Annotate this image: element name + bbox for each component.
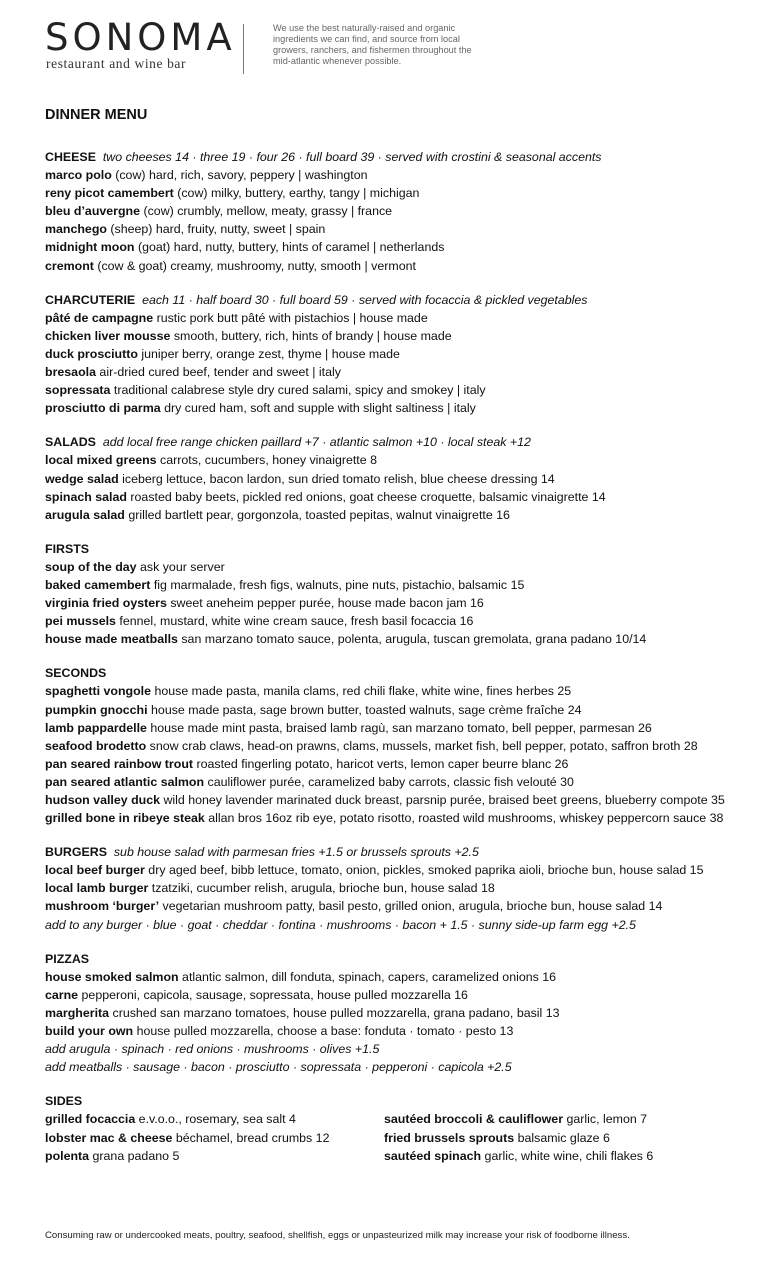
menu-item xyxy=(45,327,745,345)
item-desc: (goat) hard, nutty, buttery, hints of caramel | netherlands xyxy=(137,240,445,255)
item-name: virginia fried oysters xyxy=(45,596,167,611)
item-desc: (sheep) hard, fruity, nutty, sweet | spain xyxy=(110,222,326,237)
item-desc: pepperoni, capicola, sausage, sopressata, house pulled mozzarella 16 xyxy=(81,987,468,1002)
menu-item xyxy=(45,612,745,630)
item-name: sautéed spinach xyxy=(384,1148,482,1163)
item-name: sautéed broccoli & cauliflower xyxy=(384,1112,564,1127)
menu-item xyxy=(45,755,745,773)
menu-item xyxy=(45,202,745,220)
item-name: prosciutto di parma xyxy=(45,401,161,416)
item-desc: fennel, mustard, white wine cream sauce, fresh basil focaccia 16 xyxy=(119,614,474,629)
item-name: soup of the day xyxy=(45,559,137,574)
restaurant-header xyxy=(45,18,485,74)
item-name: bresaola xyxy=(45,365,96,380)
item-desc: house made pasta, sage brown butter, toasted walnuts, sage crème fraîche 24 xyxy=(151,702,582,717)
item-desc: (cow) hard, rich, savory, peppery | washington xyxy=(115,168,368,183)
item-name: local mixed greens xyxy=(45,453,157,468)
menu-item xyxy=(45,166,745,184)
menu-item xyxy=(45,1022,745,1040)
item-desc: (cow) crumbly, mellow, meaty, grassy | france xyxy=(143,204,393,219)
item-name: pan seared atlantic salmon xyxy=(45,774,205,789)
sides-grid xyxy=(45,1110,745,1164)
item-desc: dry cured ham, soft and supple with slight saltiness | italy xyxy=(164,401,476,416)
item-desc: crushed san marzano tomatoes, house pulled mozzarella, grana padano, basil 13 xyxy=(112,1005,560,1020)
item-desc: dry aged beef, bibb lettuce, tomato, onion, pickles, smoked paprika aioli, brioche bun, house salad 15 xyxy=(148,863,704,878)
item-name: sopressata xyxy=(45,383,111,398)
section-firsts xyxy=(45,540,745,649)
food-safety-disclaimer: Consuming raw or undercooked meats, poultry, seafood, shellfish, eggs or unpasteurized milk may increase your risk of foodborne illness. xyxy=(45,1230,630,1241)
menu-item xyxy=(45,309,745,327)
section-charcuterie xyxy=(45,291,745,418)
item-name: reny picot camembert xyxy=(45,186,174,201)
menu-item xyxy=(45,506,745,524)
item-desc: traditional calabrese style dry cured salami, spicy and smokey | italy xyxy=(113,383,486,398)
item-desc: carrots, cucumbers, honey vinaigrette 8 xyxy=(160,453,377,468)
item-name: seafood brodetto xyxy=(45,738,147,753)
menu-item xyxy=(45,737,745,755)
menu-item xyxy=(45,257,745,275)
item-desc: air-dried cured beef, tender and sweet | italy xyxy=(99,365,341,380)
menu-item xyxy=(45,682,745,700)
section-note: each 11 · half board 30 · full board 59 · served with focaccia & pickled vegetables xyxy=(142,292,588,307)
item-desc: allan bros 16oz rib eye, potato risotto, roasted wild mushrooms, whiskey peppercorn sauce 38 xyxy=(208,811,724,826)
menu-item xyxy=(384,1110,744,1128)
menu-item xyxy=(45,1129,384,1147)
section-heading xyxy=(45,843,745,861)
section-heading xyxy=(45,433,745,451)
section-cheese xyxy=(45,148,745,275)
item-name: grilled bone in ribeye steak xyxy=(45,811,205,826)
section-title: SALADS xyxy=(45,435,96,450)
burger-addons: add to any burger · blue · goat · cheddar · fontina · mushrooms · bacon + 1.5 · sunny side-up farm egg +2.5 xyxy=(45,917,636,932)
item-desc: cauliflower purée, caramelized baby carrots, classic fish velouté 30 xyxy=(207,774,574,789)
menu-item xyxy=(45,363,745,381)
menu-item xyxy=(45,594,745,612)
item-desc: rustic pork butt pâté with pistachios | house made xyxy=(156,310,428,325)
item-name: cremont xyxy=(45,258,94,273)
item-name: duck prosciutto xyxy=(45,346,138,361)
item-desc: juniper berry, orange zest, thyme | house made xyxy=(141,346,400,361)
item-name: carne xyxy=(45,987,79,1002)
section-pizzas xyxy=(45,950,745,1077)
section-title: BURGERS xyxy=(45,845,107,860)
menu-item xyxy=(45,879,745,897)
item-desc: house pulled mozzarella, choose a base: fonduta · tomato · pesto 13 xyxy=(136,1024,514,1039)
item-desc: vegetarian mushroom patty, basil pesto, grilled onion, arugula, brioche bun, house salad 14 xyxy=(162,899,663,914)
item-name: midnight moon xyxy=(45,240,135,255)
section-burgers xyxy=(45,843,745,933)
menu-item xyxy=(45,1147,384,1165)
item-desc: grana padano 5 xyxy=(92,1148,180,1163)
item-desc: (cow & goat) creamy, mushroomy, nutty, smooth | vermont xyxy=(97,258,416,273)
pizza-addons: add meatballs · sausage · bacon · prosciutto · sopressata · pepperoni · capicola +2.5 xyxy=(45,1060,512,1075)
item-name: lobster mac & cheese xyxy=(45,1130,173,1145)
menu-body xyxy=(45,148,745,1181)
menu-item xyxy=(45,558,745,576)
item-name: fried brussels sprouts xyxy=(384,1130,515,1145)
section-note: sub house salad with parmesan fries +1.5 or brussels sprouts +2.5 xyxy=(113,845,479,860)
section-heading xyxy=(45,664,745,682)
item-name: hudson valley duck xyxy=(45,793,160,807)
menu-item xyxy=(45,630,745,648)
menu-item xyxy=(45,381,745,399)
menu-item xyxy=(45,986,745,1004)
item-name: build your own xyxy=(45,1024,134,1039)
section-heading xyxy=(45,1092,745,1110)
section-heading xyxy=(45,950,745,968)
menu-item xyxy=(45,184,745,202)
item-desc: tzatziki, cucumber relish, arugula, brioche bun, house salad 18 xyxy=(151,881,495,896)
section-sides xyxy=(45,1092,745,1164)
item-desc: sweet aneheim pepper purée, house made bacon jam 16 xyxy=(170,596,484,611)
menu-item xyxy=(45,488,745,506)
item-desc: atlantic salmon, dill fonduta, spinach, capers, caramelized onions 16 xyxy=(182,969,557,984)
item-name: polenta xyxy=(45,1148,90,1163)
section-title: CHEESE xyxy=(45,150,96,164)
section-title: CHARCUTERIE xyxy=(45,292,136,307)
item-desc: fig marmalade, fresh figs, walnuts, pine nuts, pistachio, balsamic 15 xyxy=(153,577,525,592)
item-desc: roasted baby beets, pickled red onions, goat cheese croquette, balsamic vinaigrette 14 xyxy=(130,489,606,504)
menu-item xyxy=(384,1129,744,1147)
logo-wordmark: SONOMA xyxy=(45,16,236,59)
item-name: mushroom ‘burger’ xyxy=(45,899,160,914)
item-name: marco polo xyxy=(45,168,112,183)
menu-item xyxy=(45,968,745,986)
section-heading xyxy=(45,540,745,558)
menu-item xyxy=(45,399,745,417)
item-desc: house made pasta, manila clams, red chili flake, white wine, fines herbes 25 xyxy=(154,684,572,699)
menu-item xyxy=(45,809,745,827)
item-name: house smoked salmon xyxy=(45,969,179,984)
sourcing-tagline: We use the best naturally-raised and organic ingredients we can find, and source from local growers, ranchers, and fishermen throughout the mid-atlantic whenever possible. xyxy=(273,23,472,66)
item-desc: wild honey lavender marinated duck breast, parsnip purée, braised beet greens, blueberry compote 35 xyxy=(163,793,725,807)
item-name: chicken liver mousse xyxy=(45,328,171,343)
item-name: wedge salad xyxy=(45,471,119,486)
item-desc: e.v.o.o., rosemary, sea salt 4 xyxy=(138,1112,296,1127)
item-desc: iceberg lettuce, bacon lardon, sun dried tomato relish, blue cheese dressing 14 xyxy=(122,471,555,486)
item-name: pan seared rainbow trout xyxy=(45,756,194,771)
menu-item xyxy=(45,791,745,809)
item-desc: snow crab claws, head-on prawns, clams, mussels, market fish, bell pepper, potato, saffron broth 28 xyxy=(149,738,698,753)
item-desc: béchamel, bread crumbs 12 xyxy=(175,1130,330,1145)
item-name: grilled focaccia xyxy=(45,1112,136,1127)
item-name: pei mussels xyxy=(45,614,116,629)
menu-item xyxy=(45,861,745,879)
item-desc: smooth, buttery, rich, hints of brandy | house made xyxy=(173,328,452,343)
item-desc: roasted fingerling potato, haricot verts, lemon caper beurre blanc 26 xyxy=(196,756,569,771)
menu-item xyxy=(45,1004,745,1022)
item-name: house made meatballs xyxy=(45,632,178,647)
menu-item xyxy=(45,1110,384,1128)
item-name: margherita xyxy=(45,1005,110,1020)
item-desc: garlic, lemon 7 xyxy=(566,1112,648,1127)
item-desc: (cow) milky, buttery, earthy, tangy | michigan xyxy=(177,186,420,201)
section-title: SECONDS xyxy=(45,666,107,681)
logo-subtitle: restaurant and wine bar xyxy=(46,56,187,71)
section-note: two cheeses 14 · three 19 · four 26 · full board 39 · served with crostini & seasonal accents xyxy=(102,150,602,164)
menu-item xyxy=(45,220,745,238)
section-title: FIRSTS xyxy=(45,541,90,556)
page-title: DINNER MENU xyxy=(45,107,148,123)
section-heading xyxy=(45,291,745,309)
item-name: pumpkin gnocchi xyxy=(45,702,148,717)
section-salads xyxy=(45,433,745,523)
item-name: arugula salad xyxy=(45,507,125,522)
item-name: local beef burger xyxy=(45,863,145,878)
section-title: SIDES xyxy=(45,1094,83,1109)
menu-item xyxy=(45,238,745,256)
item-desc: house made mint pasta, braised lamb ragù, san marzano tomato, bell pepper, parmesan 26 xyxy=(150,720,652,735)
section-heading xyxy=(45,148,745,166)
item-name: spinach salad xyxy=(45,489,127,504)
menu-item xyxy=(45,719,745,737)
menu-item xyxy=(45,701,745,719)
item-desc: ask your server xyxy=(140,559,225,574)
item-name: lamb pappardelle xyxy=(45,720,147,735)
section-seconds xyxy=(45,664,745,827)
section-note: add local free range chicken paillard +7 · atlantic salmon +10 · local steak +12 xyxy=(102,435,531,450)
item-name: spaghetti vongole xyxy=(45,684,152,699)
item-name: local lamb burger xyxy=(45,881,149,896)
item-name: bleu d’auvergne xyxy=(45,204,141,219)
menu-item xyxy=(45,451,745,469)
item-desc: garlic, white wine, chili flakes 6 xyxy=(484,1148,654,1163)
item-desc: grilled bartlett pear, gorgonzola, toasted pepitas, walnut vinaigrette 16 xyxy=(128,507,510,522)
section-title: PIZZAS xyxy=(45,951,90,966)
item-name: baked camembert xyxy=(45,577,151,592)
menu-item xyxy=(384,1147,744,1165)
menu-item xyxy=(45,470,745,488)
menu-item xyxy=(45,773,745,791)
item-name: manchego xyxy=(45,222,107,237)
menu-item xyxy=(45,897,745,915)
pizza-addons: add arugula · spinach · red onions · mushrooms · olives +1.5 xyxy=(45,1042,380,1057)
header-divider xyxy=(243,24,244,74)
item-desc: balsamic glaze 6 xyxy=(517,1130,610,1145)
item-name: pâté de campagne xyxy=(45,310,154,325)
menu-item xyxy=(45,345,745,363)
menu-item xyxy=(45,576,745,594)
item-desc: san marzano tomato sauce, polenta, arugula, tuscan gremolata, grana padano 10/14 xyxy=(181,632,647,647)
